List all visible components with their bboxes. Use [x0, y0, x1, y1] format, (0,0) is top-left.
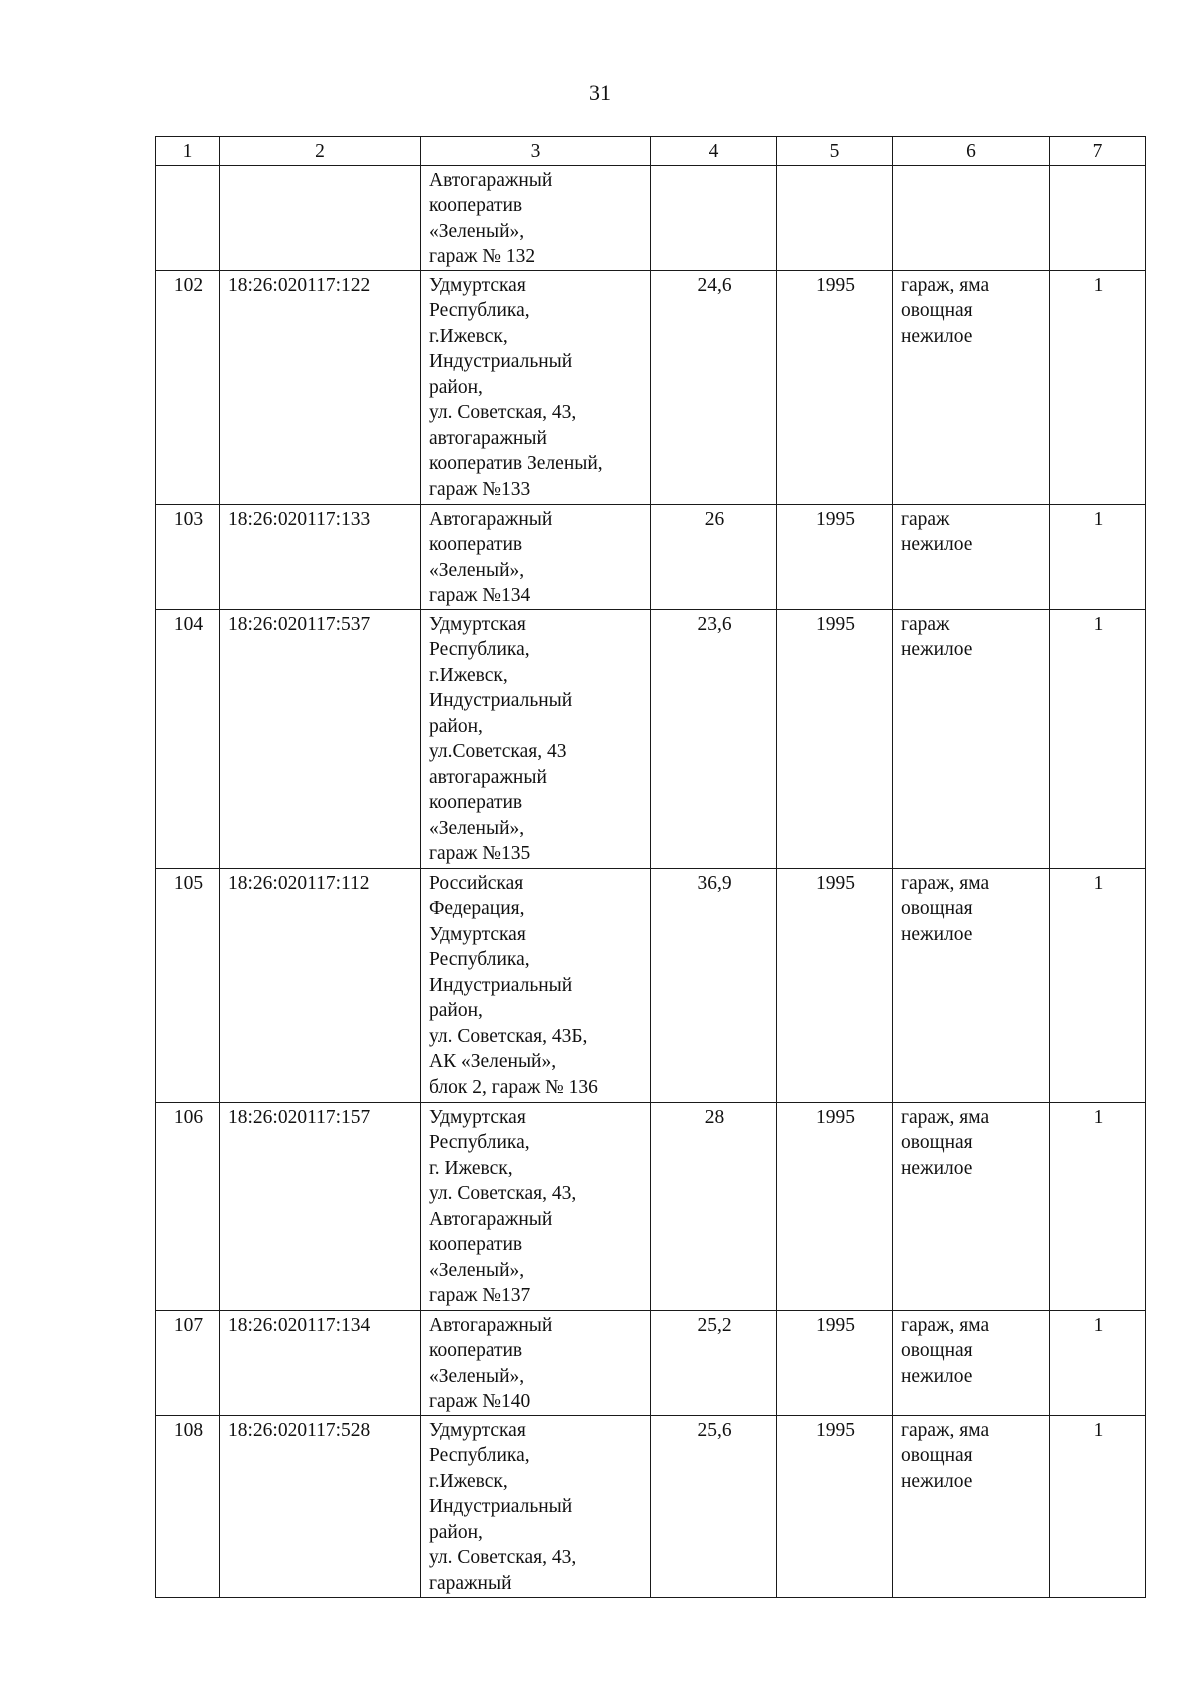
column-header-4: 4 — [651, 137, 777, 166]
object-year: 1995 — [777, 270, 893, 504]
object-type — [893, 165, 1050, 270]
object-area: 26 — [651, 504, 777, 609]
table-row — [156, 504, 1146, 609]
row-number — [156, 165, 220, 270]
cadastral-number: 18:26:020117:537 — [220, 609, 421, 868]
cadastral-number: 18:26:020117:134 — [220, 1310, 421, 1415]
object-area: 23,6 — [651, 609, 777, 868]
object-type: гараж, яма овощная нежилое — [893, 270, 1050, 504]
object-quantity: 1 — [1050, 868, 1146, 1102]
cadastral-number: 18:26:020117:122 — [220, 270, 421, 504]
table-row — [156, 1310, 1146, 1415]
table-row — [156, 270, 1146, 504]
object-area: 25,6 — [651, 1415, 777, 1597]
cadastral-number: 18:26:020117:528 — [220, 1415, 421, 1597]
object-type: гараж нежилое — [893, 504, 1050, 609]
object-year: 1995 — [777, 1310, 893, 1415]
row-number: 107 — [156, 1310, 220, 1415]
page-number: 31 — [589, 80, 611, 105]
object-address: Автогаражный кооператив «Зеленый», гараж №134 — [421, 504, 651, 609]
table-row — [156, 1102, 1146, 1310]
object-quantity: 1 — [1050, 1102, 1146, 1310]
object-area: 24,6 — [651, 270, 777, 504]
object-year: 1995 — [777, 1102, 893, 1310]
object-quantity: 1 — [1050, 1415, 1146, 1597]
row-number: 105 — [156, 868, 220, 1102]
row-number: 103 — [156, 504, 220, 609]
object-area: 28 — [651, 1102, 777, 1310]
row-number: 102 — [156, 270, 220, 504]
column-header-6: 6 — [893, 137, 1050, 166]
cadastral-number: 18:26:020117:157 — [220, 1102, 421, 1310]
row-number: 108 — [156, 1415, 220, 1597]
column-header-5: 5 — [777, 137, 893, 166]
object-year: 1995 — [777, 504, 893, 609]
object-area: 25,2 — [651, 1310, 777, 1415]
column-header-3: 3 — [421, 137, 651, 166]
row-number: 104 — [156, 609, 220, 868]
object-address: Удмуртская Республика, г.Ижевск, Индустриальный район, ул.Советская, 43 автогаражный кооператив «Зеленый», гараж №135 — [421, 609, 651, 868]
object-quantity — [1050, 165, 1146, 270]
object-type: гараж нежилое — [893, 609, 1050, 868]
column-header-2: 2 — [220, 137, 421, 166]
column-number-row — [156, 137, 1146, 166]
object-type: гараж, яма овощная нежилое — [893, 1310, 1050, 1415]
table-row — [156, 868, 1146, 1102]
column-header-7: 7 — [1050, 137, 1146, 166]
property-register-table — [155, 136, 1146, 1598]
column-header-1: 1 — [156, 137, 220, 166]
object-address: Автогаражный кооператив «Зеленый», гараж №140 — [421, 1310, 651, 1415]
cadastral-number: 18:26:020117:133 — [220, 504, 421, 609]
object-year: 1995 — [777, 609, 893, 868]
table-row — [156, 165, 1146, 270]
table-row — [156, 1415, 1146, 1597]
object-quantity: 1 — [1050, 504, 1146, 609]
object-quantity: 1 — [1050, 270, 1146, 504]
object-address: Удмуртская Республика, г. Ижевск, ул. Советская, 43, Автогаражный кооператив «Зеленый», гараж №137 — [421, 1102, 651, 1310]
row-number: 106 — [156, 1102, 220, 1310]
object-area — [651, 165, 777, 270]
object-area: 36,9 — [651, 868, 777, 1102]
object-address: Удмуртская Республика, г.Ижевск, Индустриальный район, ул. Советская, 43, автогаражный кооператив Зеленый, гараж №133 — [421, 270, 651, 504]
object-year — [777, 165, 893, 270]
object-address: Удмуртская Республика, г.Ижевск, Индустриальный район, ул. Советская, 43, гаражный — [421, 1415, 651, 1597]
object-quantity: 1 — [1050, 609, 1146, 868]
cadastral-number: 18:26:020117:112 — [220, 868, 421, 1102]
object-year: 1995 — [777, 1415, 893, 1597]
object-type: гараж, яма овощная нежилое — [893, 868, 1050, 1102]
object-quantity: 1 — [1050, 1310, 1146, 1415]
object-address: Российская Федерация, Удмуртская Республика, Индустриальный район, ул. Советская, 43Б, АК «Зеленый», блок 2, гараж № 136 — [421, 868, 651, 1102]
table-row — [156, 609, 1146, 868]
object-type: гараж, яма овощная нежилое — [893, 1102, 1050, 1310]
object-address: Автогаражный кооператив «Зеленый», гараж № 132 — [421, 165, 651, 270]
object-year: 1995 — [777, 868, 893, 1102]
object-type: гараж, яма овощная нежилое — [893, 1415, 1050, 1597]
cadastral-number — [220, 165, 421, 270]
